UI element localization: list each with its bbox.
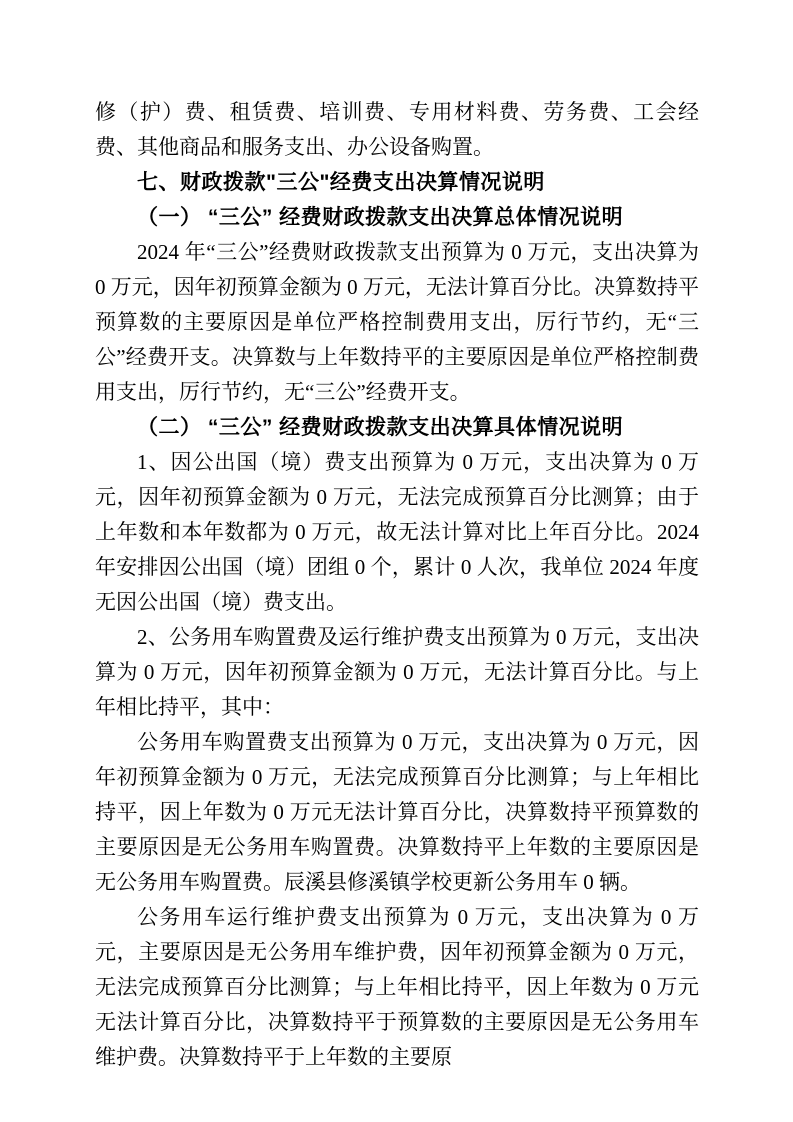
- paragraph-vehicle-purchase-expense: 公务用车购置费支出预算为 0 万元，支出决算为 0 万元，因年初预算金额为 0 万元，无法完成预算百分比测算；与上年相比持平，因上年数为 0 万元无法计算百分比，决算数持平预算数的主要原因是无公务用车购置费。决算数持平上年数的主要原因是无公务用车购置费。辰溪县修溪镇学校更新公务用车 0 辆。: [95, 730, 699, 894]
- paragraph-expense-items-continuation: 修（护）费、租赁费、培训费、专用材料费、劳务费、工会经费、其他商品和服务支出、办公设备购置。: [95, 100, 699, 159]
- subsection-heading-overall-situation: （一） “三公” 经费财政拨款支出决算总体情况说明: [137, 206, 624, 229]
- paragraph-official-vehicle-total: 2、公务用车购置费及运行维护费支出预算为 0 万元，支出决算为 0 万元，因年初预算金额为 0 万元，无法计算百分比。与上年相比持平，其中：: [95, 625, 699, 719]
- subsection-heading-specific-situation: （二） “三公” 经费财政拨款支出决算具体情况说明: [137, 416, 624, 439]
- paragraph-overseas-travel-expense: 1、因公出国（境）费支出预算为 0 万元，支出决算为 0 万元，因年初预算金额为 0 万元，无法完成预算百分比测算；由于上年数和本年数都为 0 万元，故无法计算对比上年百分比。2024 年安排因公出国（境）团组 0 个，累计 0 人次，我单位 2024 年度无因公出国（境）费支出。: [95, 450, 699, 614]
- paragraph-overall-explanation: 2024 年“三公”经费财政拨款支出预算为 0 万元，支出决算为 0 万元，因年初预算金额为 0 万元，无法计算百分比。决算数持平预算数的主要原因是单位严格控制费用支出，厉行节约，无“三公”经费开支。决算数与上年数持平的主要原因是单位严格控制费用支出，厉行节约，无“三公”经费开支。: [95, 240, 699, 404]
- paragraph-vehicle-maintenance-expense: 公务用车运行维护费支出预算为 0 万元，支出决算为 0 万元，主要原因是无公务用车维护费，因年初预算金额为 0 万元，无法完成预算百分比测算；与上年相比持平，因上年数为 0 万元无法计算百分比，决算数持平于预算数的主要原因是无公务用车维护费。决算数持平于上年数的主要原: [95, 905, 699, 1069]
- section-heading-seven-three-public-funds: 七、财政拨款"三公"经费支出决算情况说明: [137, 171, 545, 194]
